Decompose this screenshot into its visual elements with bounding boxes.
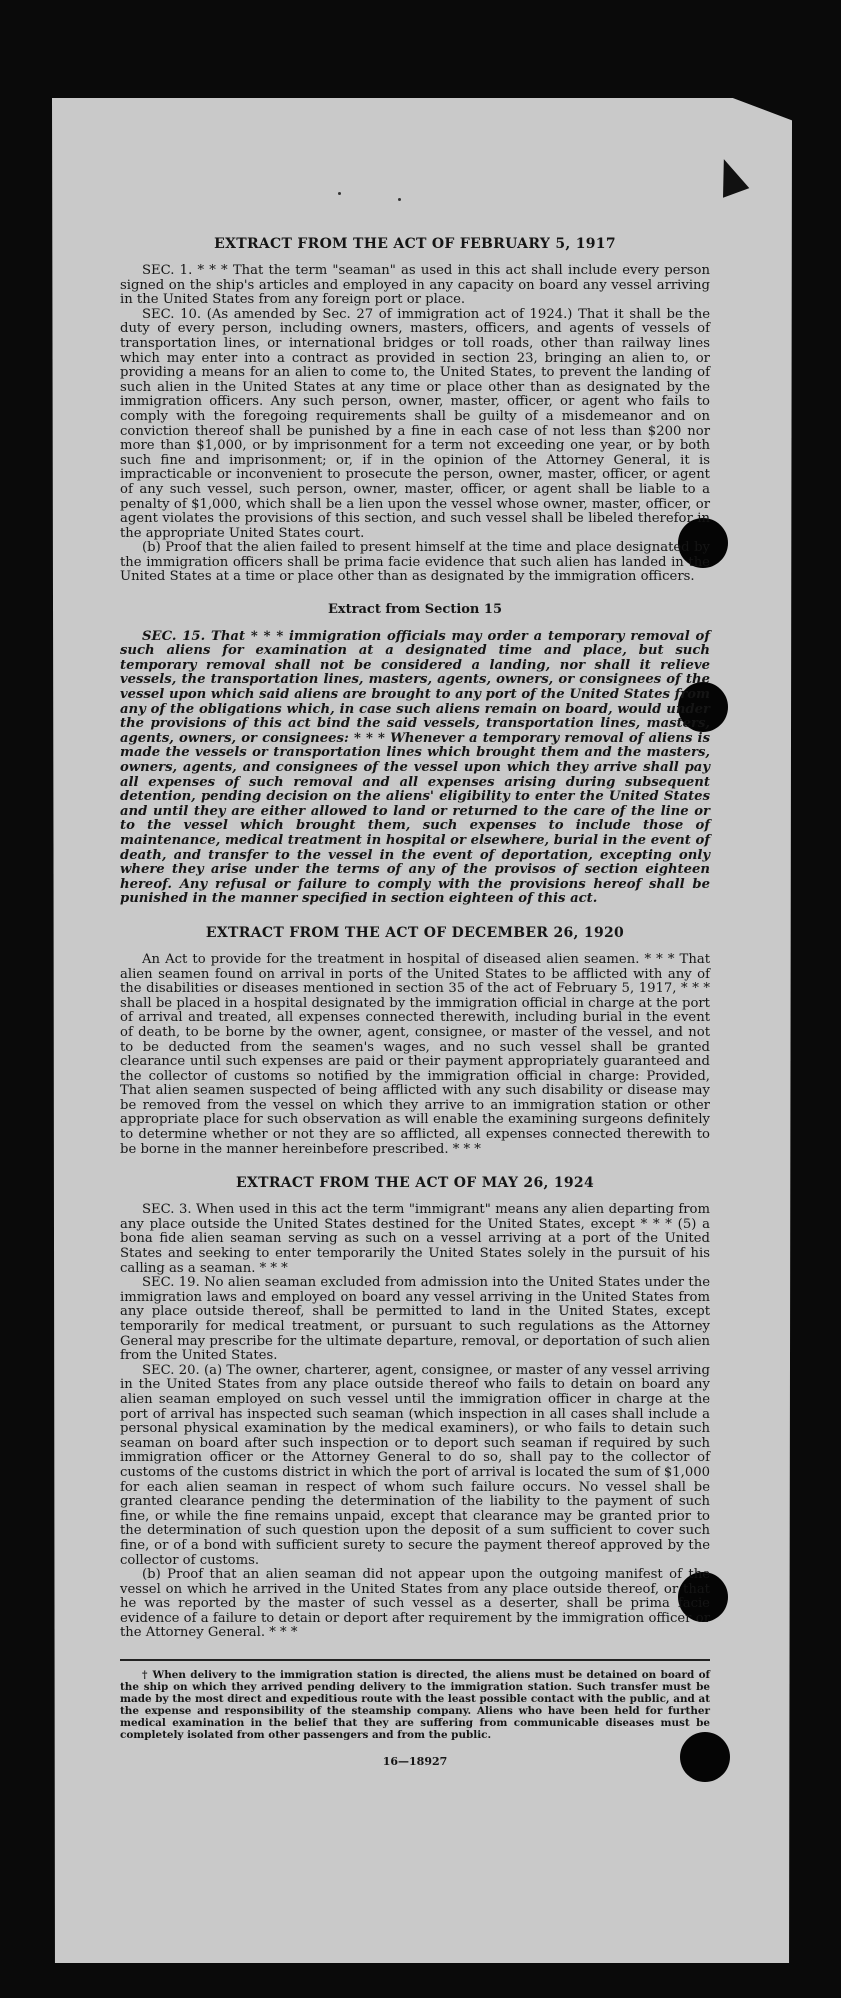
heading-section-15: Extract from Section 15 bbox=[327, 602, 503, 618]
speck bbox=[398, 198, 401, 201]
heading-feb-1917: EXTRACT FROM THE ACT OF FEBRUARY 5, 1917 bbox=[214, 236, 616, 252]
paragraph-sec-19: SEC. 19. No alien seaman excluded from admission into the United States under the immigration laws and employed on board any vessel arriving in the United States from any place outside thereof, shall be permitted to land in the United States, except temporarily for medical treatment, or pursuant to such regulations as the Attorney General may prescribe for the ultimate departure, removal, or deportation of such alien from the United States. bbox=[120, 1275, 710, 1364]
form-number: 16—18927 bbox=[382, 1755, 448, 1769]
document-body bbox=[120, 236, 710, 1770]
heading-dec-1920: EXTRACT FROM THE ACT OF DECEMBER 26, 1920 bbox=[205, 924, 625, 941]
speck bbox=[338, 192, 341, 195]
section-feb-1917 bbox=[120, 236, 710, 585]
paragraph-sec-3: SEC. 3. When used in this act the term "immigrant" means any alien departing from any place outside the United States destined for the United States, except * * * (5) a bona fide alien seaman serving as such on a vessel arriving at a port of the United States and seeking to enter temporarily the United States solely in the pursuit of his calling as a seaman. * * * bbox=[120, 1202, 710, 1276]
section-may-1924 bbox=[120, 1175, 710, 1641]
paragraph-sec-10: SEC. 10. (As amended by Sec. 27 of immigration act of 1924.) That it shall be the duty of every person, including owners, masters, officers, and agents of vessels of transportation lines, or international bridges or toll roads, other than railway lines which may enter into a contract as provided in section 23, bringing an alien to, or providing a means for an alien to come to, the United States, to prevent the landing of such alien in the United States at any time or place other than as designated by the immigration officers. Any such person, owner, master, officer, or agent who fails to comply with the foregoing requirements shall be guilty of a misdemeanor and on conviction thereof shall be punished by a fine in each case of not less than $200 nor more than $1,000, or by imprisonment for a term not exceeding one year, or by both such fine and imprisonment; or, if in the opinion of the Attorney General, it is impracticable or inconvenient to prosecute the person, owner, master, officer, or agent of any such vessel, such person, owner, master, officer, or agent shall be liable to a penalty of $1,000, which shall be a lien upon the vessel whose owner, master, officer, or agent violates the provisions of this section, and such vessel shall be libeled therefor in the appropriate United States court. bbox=[120, 306, 710, 541]
paragraph-sec-20-b: (b) Proof that an alien seaman did not appear upon the outgoing manifest of the vessel on which he arrived in the United States from any place outside thereof, or that he was reported by the master of such vessel as a deserter, shall be prima facie evidence of a failure to detain or deport after requirement by the immigration officer or the Attorney General. * * * bbox=[120, 1567, 710, 1641]
paragraph-sec-10-b: (b) Proof that the alien failed to present himself at the time and place designated by the immigration officers shall be prima facie evidence that such alien has landed in the United States at a time or place other than as designated by the immigration officers. bbox=[120, 540, 710, 585]
footnote-divider bbox=[120, 1659, 710, 1661]
section-dec-1920 bbox=[120, 925, 710, 1157]
paragraph-sec-1: SEC. 1. * * * That the term "seaman" as used in this act shall include every person signed on the ship's articles and employed in any capacity on board any vessel arriving in the United States from any foreign port or place. bbox=[120, 263, 710, 308]
paragraph-sec-20-a: SEC. 20. (a) The owner, charterer, agent, consignee, or master of any vessel arriving in the United States from any place outside thereof who fails to detain on board any alien seaman employed on such vessel until the immigration officer in charge at the port of arrival has inspected such seaman (which inspection in all cases shall include a personal physical examination by the medical examiners), or who fails to detain such seaman on board after such inspection or to deport such seaman if required by such immigration officer or the Attorney General to do so, shall pay to the collector of customs of the customs district in which the port of arrival is located the sum of $1,000 for each alien seaman in respect of whom such failure occurs. No vessel shall be granted clearance pending the determination of the liability to the payment of such fine, or while the fine remains unpaid, except that clearance may be granted prior to the determination of such question upon the deposit of a sum sufficient to cover such fine, or of a bond with sufficient surety to secure the payment thereof approved by the collector of customs. bbox=[120, 1362, 710, 1568]
heading-may-1924: EXTRACT FROM THE ACT OF MAY 26, 1924 bbox=[235, 1175, 595, 1192]
section-15 bbox=[120, 603, 710, 907]
paragraph-dec-1920: An Act to provide for the treatment in hospital of diseased alien seamen. * * * That alien seamen found on arrival in ports of the United States to be afflicted with any of the disabilities or diseases mentioned in section 35 of the act of February 5, 1917, * * * shall be placed in a hospital designated by the immigration official in charge at the port of arrival and treated, all expenses connected therewith, including burial in the event of death, to be borne by the owner, agent, consignee, or master of the vessel, and not to be deducted from the seamen's wages, and no such vessel shall be granted clearance until such expenses are paid or their payment appropriately guaranteed and the collector of customs so notified by the immigration official in charge: Provided, That alien seamen suspected of being afflicted with any such disability or disease may be removed from the vessel on which they arrive to an immigration station or other appropriate place for such observation as will enable the examining surgeons definitely to determine whether or not they are so afflicted, all expenses connected therewith to be borne in the manner hereinbefore prescribed. * * * bbox=[120, 951, 710, 1157]
footnote: † When delivery to the immigration station is directed, the aliens must be detained on board of the ship on which they arrived pending delivery to the immigration station. Such transfer must be made by the most direct and expeditious route with the least possible contact with the public, and at the expense and responsibility of the steamship company. Aliens who have been held for further medical examination in the belief that they are suffering from communicable diseases must be completely isolated from other passengers and from the public. bbox=[120, 1669, 710, 1742]
paragraph-sec-15: SEC. 15. That * * * immigration officials may order a temporary removal of such aliens for examination at a designated time and place, but such temporary removal shall not be considered a landing, nor shall it relieve vessels, the transportation lines, masters, agents, owners, or consignees of the vessel upon which said aliens are brought to any port of the United States from any of the obligations which, in case such aliens remain on board, would under the provisions of this act bind the said vessels, transportation lines, masters, agents, owners, or consignees: * * * Whenever a temporary removal of aliens is made the vessels or transportation lines which brought them and the masters, owners, agents, and consignees of the vessel upon which they arrive shall pay all expenses of such removal and all expenses arising during subsequent detention, pending decision on the aliens' eligibility to enter the United States and until they are either allowed to land or returned to the care of the line or to the vessel which brought them, such expenses to include those of maintenance, medical treatment in hospital or elsewhere, burial in the event of death, and transfer to the vessel in the event of deportation, excepting only where they arise under the terms of any of the provisos of section eighteen hereof. Any refusal or failure to comply with the provisions hereof shall be punished in the manner specified in section eighteen of this act. bbox=[120, 628, 710, 907]
